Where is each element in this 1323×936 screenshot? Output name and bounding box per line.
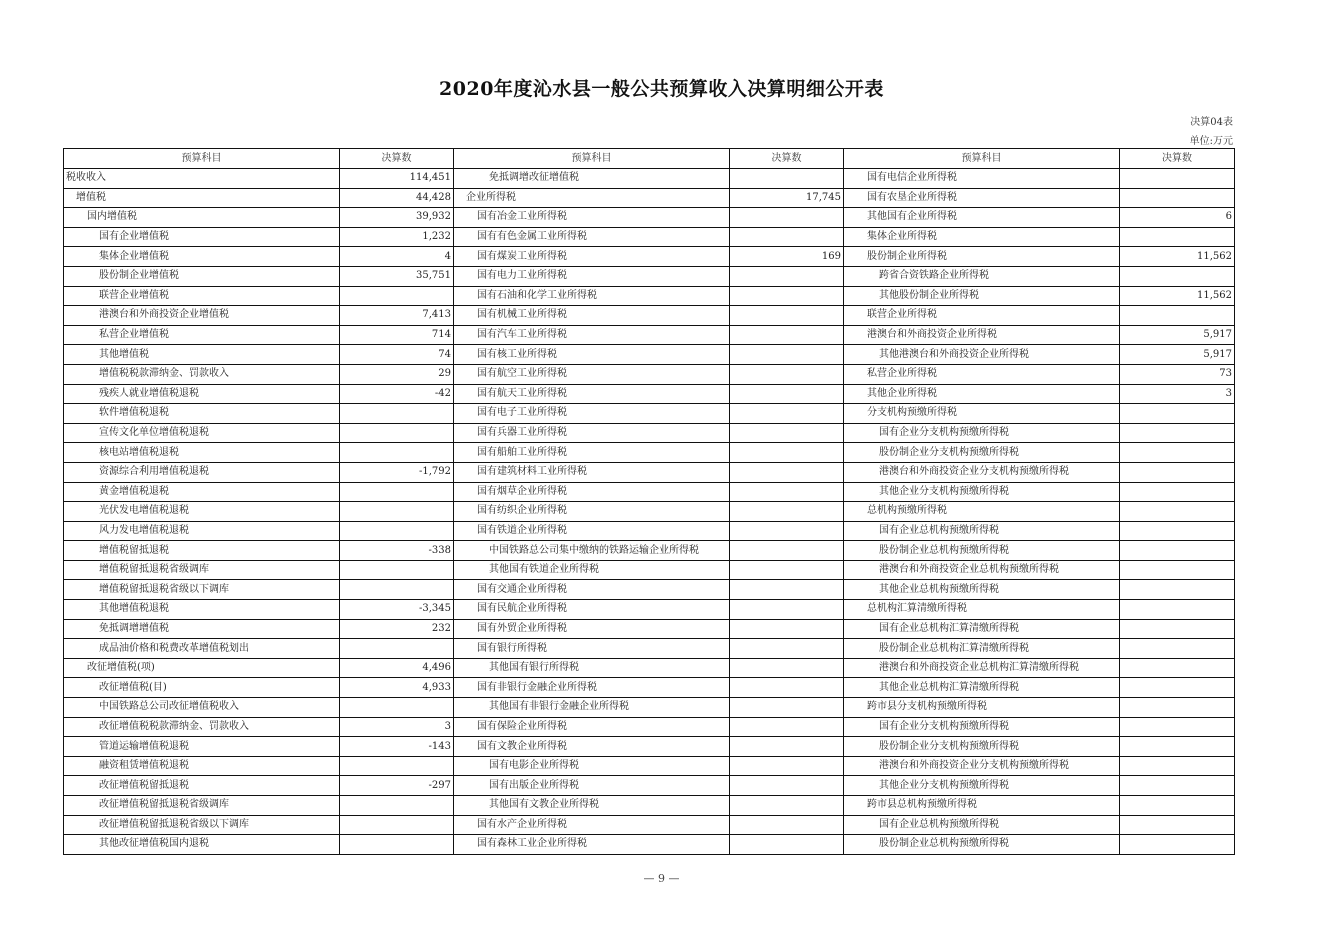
budget-subject-cell: 国有外贸企业所得税 <box>454 619 730 639</box>
final-amount-cell: 3 <box>340 717 454 737</box>
budget-subject-cell: 国有水产企业所得税 <box>454 815 730 835</box>
final-amount-cell <box>1120 756 1235 776</box>
final-amount-cell <box>1120 717 1235 737</box>
budget-subject-cell: 宣传文化单位增值税退税 <box>64 423 340 443</box>
budget-subject-cell: 国有企业总机构汇算清缴所得税 <box>844 619 1120 639</box>
final-amount-cell <box>1120 619 1235 639</box>
budget-subject-cell: 私营企业所得税 <box>844 364 1120 384</box>
final-amount-cell <box>730 737 844 757</box>
final-amount-cell: 35,751 <box>340 266 454 286</box>
budget-subject-cell: 股份制企业分支机构预缴所得税 <box>844 737 1120 757</box>
unit-label: 单位:万元 <box>1189 136 1233 147</box>
budget-subject-cell: 国有兵器工业所得税 <box>454 423 730 443</box>
final-amount-cell <box>730 580 844 600</box>
final-amount-cell <box>1120 776 1235 796</box>
budget-subject-cell: 中国铁路总公司集中缴纳的铁路运输企业所得税 <box>454 541 730 561</box>
table-row <box>64 188 1235 208</box>
table-row <box>64 717 1235 737</box>
table-row <box>64 815 1235 835</box>
final-amount-cell <box>730 815 844 835</box>
table-row <box>64 208 1235 228</box>
table-code: 决算04表 <box>1190 117 1233 128</box>
budget-subject-cell: 国有电信企业所得税 <box>844 169 1120 189</box>
table-row <box>64 776 1235 796</box>
table-row <box>64 619 1235 639</box>
final-amount-cell <box>730 600 844 620</box>
final-amount-cell: 44,428 <box>340 188 454 208</box>
budget-subject-cell: 黄金增值税退税 <box>64 482 340 502</box>
budget-subject-cell: 改征增值税留抵退税省级以下调库 <box>64 815 340 835</box>
table-row <box>64 266 1235 286</box>
budget-subject-cell: 管道运输增值税退税 <box>64 737 340 757</box>
final-amount-cell <box>1120 678 1235 698</box>
final-amount-cell <box>1120 600 1235 620</box>
final-amount-cell <box>1120 462 1235 482</box>
budget-subject-cell: 国有非银行金融企业所得税 <box>454 678 730 698</box>
final-amount-cell <box>1120 482 1235 502</box>
budget-subject-cell: 免抵调增增值税 <box>64 619 340 639</box>
table-row <box>64 443 1235 463</box>
budget-subject-cell: 其他企业分支机构预缴所得税 <box>844 776 1120 796</box>
final-amount-cell <box>730 658 844 678</box>
table-row <box>64 600 1235 620</box>
budget-subject-cell: 集体企业增值税 <box>64 247 340 267</box>
header-amount-2: 决算数 <box>730 149 844 169</box>
page-title: 2020年度沁水县一般公共预算收入决算明细公开表 <box>439 78 884 100</box>
budget-subject-cell: 国有电影企业所得税 <box>454 756 730 776</box>
final-amount-cell <box>730 482 844 502</box>
budget-revenue-table <box>63 148 1235 855</box>
budget-subject-cell: 国有烟草企业所得税 <box>454 482 730 502</box>
budget-subject-cell: 其他企业总机构预缴所得税 <box>844 580 1120 600</box>
table-row <box>64 325 1235 345</box>
budget-subject-cell: 国有航天工业所得税 <box>454 384 730 404</box>
final-amount-cell: 169 <box>730 247 844 267</box>
table-row <box>64 364 1235 384</box>
header-amount-3: 决算数 <box>1120 149 1235 169</box>
final-amount-cell <box>1120 169 1235 189</box>
final-amount-cell <box>730 462 844 482</box>
final-amount-cell <box>340 502 454 522</box>
final-amount-cell <box>730 541 844 561</box>
budget-subject-cell: 国有铁道企业所得税 <box>454 521 730 541</box>
budget-subject-cell: 国有煤炭工业所得税 <box>454 247 730 267</box>
final-amount-cell <box>730 208 844 228</box>
final-amount-cell <box>730 717 844 737</box>
final-amount-cell <box>340 815 454 835</box>
final-amount-cell <box>340 698 454 718</box>
final-amount-cell <box>1120 188 1235 208</box>
table-row <box>64 541 1235 561</box>
final-amount-cell <box>730 266 844 286</box>
final-amount-cell <box>730 404 844 424</box>
final-amount-cell <box>730 384 844 404</box>
final-amount-cell <box>340 423 454 443</box>
final-amount-cell: 29 <box>340 364 454 384</box>
budget-subject-cell: 国有纺织企业所得税 <box>454 502 730 522</box>
budget-subject-cell: 港澳台和外商投资企业所得税 <box>844 325 1120 345</box>
budget-subject-cell: 国内增值税 <box>64 208 340 228</box>
page-number: — 9 — <box>643 872 680 885</box>
final-amount-cell <box>340 796 454 816</box>
budget-subject-cell: 企业所得税 <box>454 188 730 208</box>
final-amount-cell <box>1120 541 1235 561</box>
budget-subject-cell: 国有汽车工业所得税 <box>454 325 730 345</box>
budget-subject-cell: 国有企业增值税 <box>64 227 340 247</box>
budget-subject-cell: 股份制企业总机构预缴所得税 <box>844 541 1120 561</box>
final-amount-cell <box>1120 443 1235 463</box>
budget-subject-cell: 其他股份制企业所得税 <box>844 286 1120 306</box>
budget-subject-cell: 国有有色金属工业所得税 <box>454 227 730 247</box>
final-amount-cell <box>340 580 454 600</box>
budget-subject-cell: 其他国有铁道企业所得税 <box>454 560 730 580</box>
budget-subject-cell: 其他改征增值税国内退税 <box>64 835 340 855</box>
budget-subject-cell: 港澳台和外商投资企业分支机构预缴所得税 <box>844 462 1120 482</box>
final-amount-cell: 11,562 <box>1120 247 1235 267</box>
table-body <box>64 169 1235 855</box>
final-amount-cell <box>340 560 454 580</box>
final-amount-cell <box>730 364 844 384</box>
budget-subject-cell: 其他企业分支机构预缴所得税 <box>844 482 1120 502</box>
final-amount-cell <box>340 835 454 855</box>
final-amount-cell <box>730 639 844 659</box>
final-amount-cell: 6 <box>1120 208 1235 228</box>
table-row <box>64 286 1235 306</box>
final-amount-cell <box>730 698 844 718</box>
final-amount-cell: 73 <box>1120 364 1235 384</box>
final-amount-cell <box>730 560 844 580</box>
budget-subject-cell: 软件增值税退税 <box>64 404 340 424</box>
final-amount-cell <box>1120 521 1235 541</box>
budget-subject-cell: 核电站增值税退税 <box>64 443 340 463</box>
budget-subject-cell: 其他企业所得税 <box>844 384 1120 404</box>
table-row <box>64 658 1235 678</box>
budget-subject-cell: 国有石油和化学工业所得税 <box>454 286 730 306</box>
final-amount-cell: -143 <box>340 737 454 757</box>
budget-subject-cell: 联营企业增值税 <box>64 286 340 306</box>
final-amount-cell <box>730 345 844 365</box>
budget-subject-cell: 残疾人就业增值税退税 <box>64 384 340 404</box>
final-amount-cell: 74 <box>340 345 454 365</box>
budget-subject-cell: 股份制企业总机构预缴所得税 <box>844 835 1120 855</box>
final-amount-cell: 5,917 <box>1120 325 1235 345</box>
final-amount-cell <box>730 169 844 189</box>
budget-subject-cell: 增值税留抵退税省级以下调库 <box>64 580 340 600</box>
budget-subject-cell: 港澳台和外商投资企业总机构预缴所得税 <box>844 560 1120 580</box>
budget-subject-cell: 集体企业所得税 <box>844 227 1120 247</box>
final-amount-cell <box>1120 737 1235 757</box>
final-amount-cell <box>730 796 844 816</box>
budget-subject-cell: 国有企业总机构预缴所得税 <box>844 521 1120 541</box>
final-amount-cell <box>730 443 844 463</box>
budget-subject-cell: 改征增值税(目) <box>64 678 340 698</box>
final-amount-cell <box>730 306 844 326</box>
final-amount-cell <box>1120 266 1235 286</box>
budget-subject-cell: 国有核工业所得税 <box>454 345 730 365</box>
final-amount-cell <box>1120 227 1235 247</box>
final-amount-cell <box>730 286 844 306</box>
budget-subject-cell: 增值税留抵退税 <box>64 541 340 561</box>
final-amount-cell <box>730 325 844 345</box>
header-subject-3: 预算科目 <box>844 149 1120 169</box>
budget-subject-cell: 改征增值税留抵退税省级调库 <box>64 796 340 816</box>
final-amount-cell: 114,451 <box>340 169 454 189</box>
final-amount-cell <box>340 756 454 776</box>
budget-subject-cell: 增值税留抵退税省级调库 <box>64 560 340 580</box>
budget-subject-cell: 融资租赁增值税退税 <box>64 756 340 776</box>
budget-subject-cell: 港澳台和外商投资企业增值税 <box>64 306 340 326</box>
budget-subject-cell: 跨市县分支机构预缴所得税 <box>844 698 1120 718</box>
budget-subject-cell: 股份制企业分支机构预缴所得税 <box>844 443 1120 463</box>
budget-subject-cell: 国有出版企业所得税 <box>454 776 730 796</box>
final-amount-cell <box>1120 560 1235 580</box>
final-amount-cell: 11,562 <box>1120 286 1235 306</box>
budget-subject-cell: 国有农垦企业所得税 <box>844 188 1120 208</box>
budget-subject-cell: 增值税 <box>64 188 340 208</box>
table-row <box>64 639 1235 659</box>
final-amount-cell <box>730 227 844 247</box>
final-amount-cell: 4,496 <box>340 658 454 678</box>
budget-subject-cell: 私营企业增值税 <box>64 325 340 345</box>
table-row <box>64 247 1235 267</box>
final-amount-cell <box>730 619 844 639</box>
budget-subject-cell: 国有企业总机构预缴所得税 <box>844 815 1120 835</box>
final-amount-cell <box>1120 502 1235 522</box>
final-amount-cell <box>730 678 844 698</box>
budget-subject-cell: 成品油价格和税费改革增值税划出 <box>64 639 340 659</box>
budget-subject-cell: 总机构预缴所得税 <box>844 502 1120 522</box>
final-amount-cell: 39,932 <box>340 208 454 228</box>
budget-subject-cell: 股份制企业所得税 <box>844 247 1120 267</box>
budget-subject-cell: 国有电子工业所得税 <box>454 404 730 424</box>
budget-subject-cell: 分支机构预缴所得税 <box>844 404 1120 424</box>
final-amount-cell <box>1120 658 1235 678</box>
final-amount-cell <box>1120 580 1235 600</box>
budget-subject-cell: 跨市县总机构预缴所得税 <box>844 796 1120 816</box>
budget-subject-cell: 改征增值税税款滞纳金、罚款收入 <box>64 717 340 737</box>
table-row <box>64 737 1235 757</box>
final-amount-cell <box>730 423 844 443</box>
budget-subject-cell: 股份制企业增值税 <box>64 266 340 286</box>
final-amount-cell: 3 <box>1120 384 1235 404</box>
budget-subject-cell: 国有电力工业所得税 <box>454 266 730 286</box>
table-row <box>64 462 1235 482</box>
final-amount-cell <box>1120 815 1235 835</box>
budget-subject-cell: 税收收入 <box>64 169 340 189</box>
table-row <box>64 404 1235 424</box>
budget-subject-cell: 联营企业所得税 <box>844 306 1120 326</box>
budget-subject-cell: 股份制企业总机构汇算清缴所得税 <box>844 639 1120 659</box>
budget-subject-cell: 国有交通企业所得税 <box>454 580 730 600</box>
final-amount-cell: 232 <box>340 619 454 639</box>
table-row <box>64 678 1235 698</box>
header-subject-1: 预算科目 <box>64 149 340 169</box>
table-row <box>64 227 1235 247</box>
budget-subject-cell: 其他企业总机构汇算清缴所得税 <box>844 678 1120 698</box>
budget-subject-cell: 中国铁路总公司改征增值税收入 <box>64 698 340 718</box>
final-amount-cell <box>1120 698 1235 718</box>
final-amount-cell: -3,345 <box>340 600 454 620</box>
table-row <box>64 423 1235 443</box>
final-amount-cell <box>730 502 844 522</box>
final-amount-cell <box>1120 835 1235 855</box>
budget-subject-cell: 跨省合资铁路企业所得税 <box>844 266 1120 286</box>
budget-subject-cell: 其他增值税 <box>64 345 340 365</box>
table-row <box>64 169 1235 189</box>
final-amount-cell <box>1120 423 1235 443</box>
final-amount-cell: -42 <box>340 384 454 404</box>
final-amount-cell <box>730 756 844 776</box>
budget-subject-cell: 港澳台和外商投资企业分支机构预缴所得税 <box>844 756 1120 776</box>
final-amount-cell <box>340 404 454 424</box>
table-row <box>64 698 1235 718</box>
final-amount-cell <box>1120 306 1235 326</box>
table-row <box>64 345 1235 365</box>
table-header-row <box>64 149 1235 169</box>
final-amount-cell: -338 <box>340 541 454 561</box>
budget-subject-cell: 国有森林工业企业所得税 <box>454 835 730 855</box>
budget-subject-cell: 改征增值税(项) <box>64 658 340 678</box>
final-amount-cell: 5,917 <box>1120 345 1235 365</box>
budget-subject-cell: 国有建筑材料工业所得税 <box>454 462 730 482</box>
header-amount-1: 决算数 <box>340 149 454 169</box>
budget-subject-cell: 国有船舶工业所得税 <box>454 443 730 463</box>
budget-subject-cell: 国有民航企业所得税 <box>454 600 730 620</box>
final-amount-cell <box>340 482 454 502</box>
budget-subject-cell: 其他国有银行所得税 <box>454 658 730 678</box>
budget-subject-cell: 国有航空工业所得税 <box>454 364 730 384</box>
final-amount-cell <box>730 521 844 541</box>
budget-subject-cell: 国有银行所得税 <box>454 639 730 659</box>
budget-subject-cell: 国有企业分支机构预缴所得税 <box>844 717 1120 737</box>
final-amount-cell <box>730 776 844 796</box>
budget-subject-cell: 国有企业分支机构预缴所得税 <box>844 423 1120 443</box>
table-row <box>64 306 1235 326</box>
budget-subject-cell: 港澳台和外商投资企业总机构汇算清缴所得税 <box>844 658 1120 678</box>
budget-subject-cell: 其他国有文教企业所得税 <box>454 796 730 816</box>
final-amount-cell: 714 <box>340 325 454 345</box>
budget-subject-cell: 增值税税款滞纳金、罚款收入 <box>64 364 340 384</box>
budget-subject-cell: 国有机械工业所得税 <box>454 306 730 326</box>
budget-subject-cell: 其他国有企业所得税 <box>844 208 1120 228</box>
table-row <box>64 502 1235 522</box>
budget-subject-cell: 国有文教企业所得税 <box>454 737 730 757</box>
final-amount-cell <box>730 835 844 855</box>
budget-subject-cell: 光伏发电增值税退税 <box>64 502 340 522</box>
final-amount-cell <box>1120 796 1235 816</box>
budget-subject-cell: 资源综合利用增值税退税 <box>64 462 340 482</box>
table-row <box>64 521 1235 541</box>
budget-subject-cell: 改征增值税留抵退税 <box>64 776 340 796</box>
final-amount-cell <box>340 286 454 306</box>
final-amount-cell: -1,792 <box>340 462 454 482</box>
table-row <box>64 384 1235 404</box>
final-amount-cell: 17,745 <box>730 188 844 208</box>
table-row <box>64 560 1235 580</box>
final-amount-cell <box>1120 639 1235 659</box>
table-row <box>64 580 1235 600</box>
final-amount-cell <box>340 639 454 659</box>
budget-subject-cell: 国有保险企业所得税 <box>454 717 730 737</box>
budget-subject-cell: 国有冶金工业所得税 <box>454 208 730 228</box>
table-row <box>64 835 1235 855</box>
budget-subject-cell: 其他港澳台和外商投资企业所得税 <box>844 345 1120 365</box>
header-subject-2: 预算科目 <box>454 149 730 169</box>
final-amount-cell: 1,232 <box>340 227 454 247</box>
budget-subject-cell: 总机构汇算清缴所得税 <box>844 600 1120 620</box>
table-row <box>64 756 1235 776</box>
budget-subject-cell: 风力发电增值税退税 <box>64 521 340 541</box>
table-row <box>64 796 1235 816</box>
final-amount-cell <box>340 443 454 463</box>
final-amount-cell: -297 <box>340 776 454 796</box>
table-row <box>64 482 1235 502</box>
final-amount-cell <box>340 521 454 541</box>
budget-subject-cell: 免抵调增改征增值税 <box>454 169 730 189</box>
final-amount-cell: 4,933 <box>340 678 454 698</box>
final-amount-cell <box>1120 404 1235 424</box>
budget-subject-cell: 其他国有非银行金融企业所得税 <box>454 698 730 718</box>
final-amount-cell: 4 <box>340 247 454 267</box>
final-amount-cell: 7,413 <box>340 306 454 326</box>
budget-subject-cell: 其他增值税退税 <box>64 600 340 620</box>
